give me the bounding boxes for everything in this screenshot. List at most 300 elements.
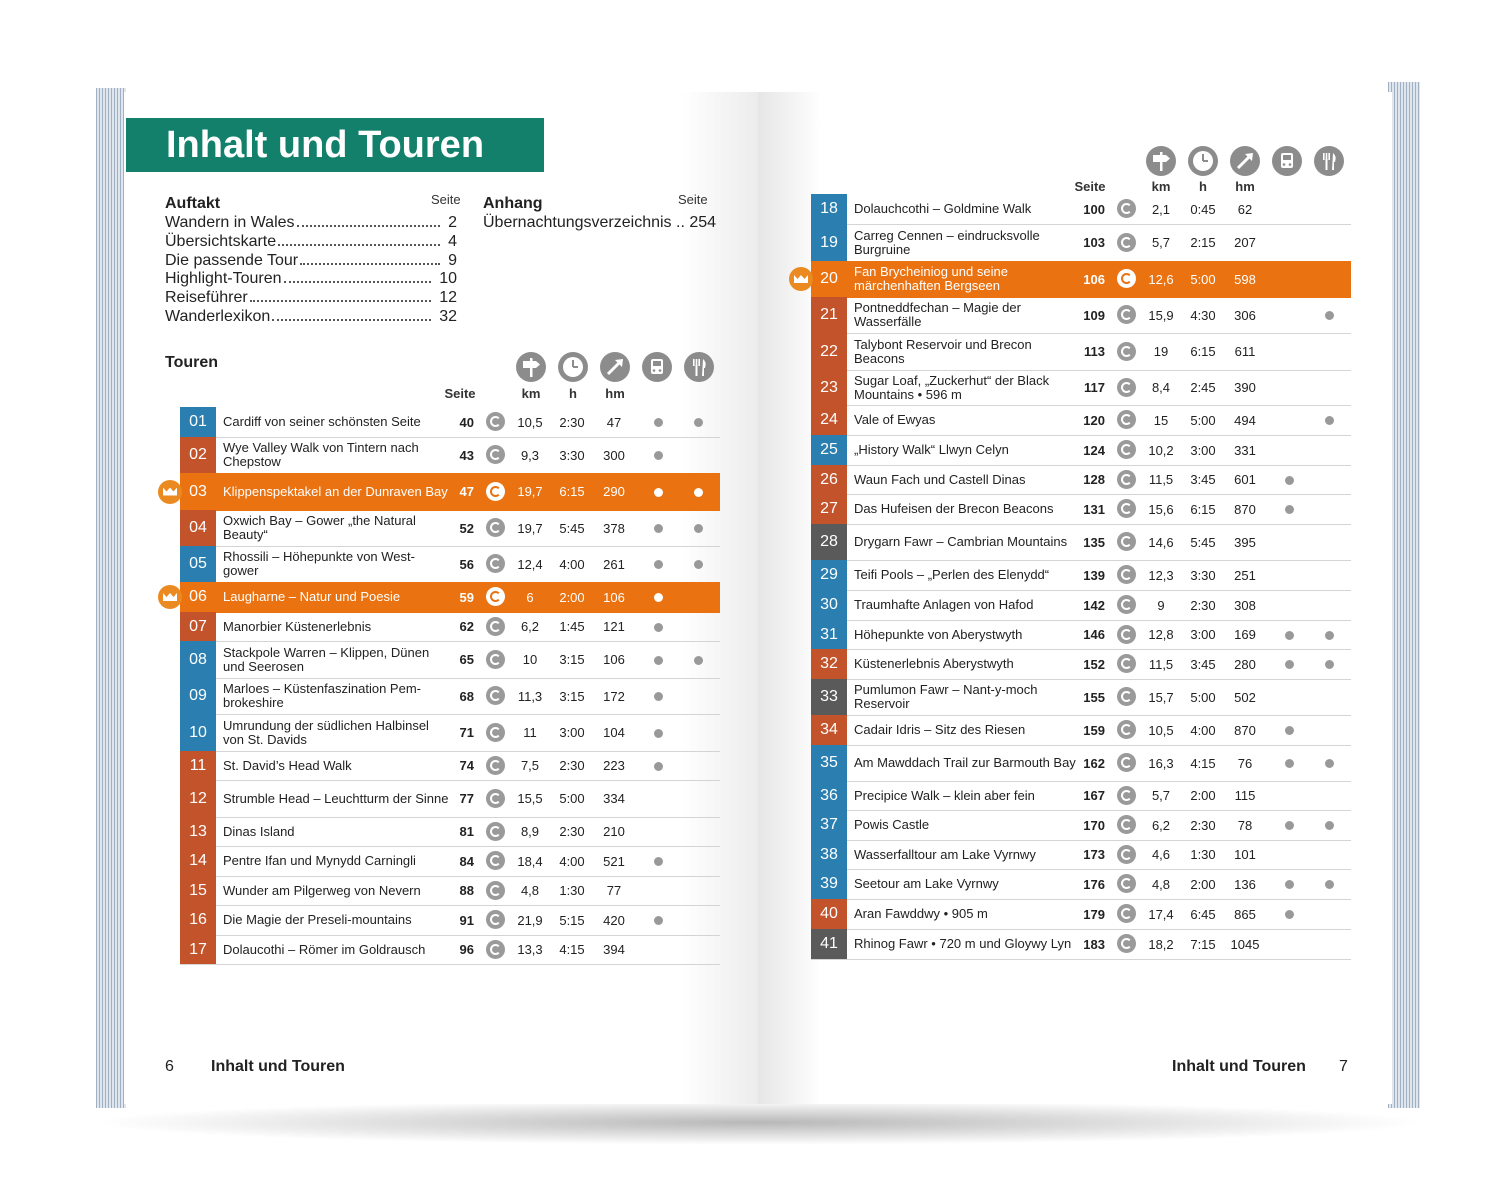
tour-row-37[interactable] — [811, 810, 1351, 841]
auftakt-item[interactable] — [165, 308, 457, 326]
bus-dot — [1285, 821, 1294, 830]
column-header-hm: hm — [1235, 179, 1255, 194]
tour-row-34[interactable] — [811, 715, 1351, 746]
food-dot — [694, 488, 703, 497]
circular-route-icon — [1117, 934, 1136, 953]
tour-row-05[interactable] — [180, 546, 720, 583]
tour-number: 33 — [811, 679, 847, 715]
tour-page: 162 — [1083, 755, 1105, 771]
tour-row-29[interactable] — [811, 560, 1351, 591]
auftakt-item-label: Reiseführer — [165, 289, 248, 307]
tour-hm: 1045 — [1230, 936, 1260, 952]
circular-route-icon — [1117, 874, 1136, 893]
tour-km: 19 — [1153, 344, 1169, 359]
tour-hm: 261 — [603, 556, 625, 572]
tour-number: 12 — [180, 780, 216, 817]
touren-heading: Touren — [165, 354, 219, 371]
tour-hm: 104 — [603, 725, 625, 740]
circular-route-icon — [1117, 687, 1136, 706]
food-dot — [1325, 416, 1334, 425]
tour-hm: 290 — [603, 484, 625, 499]
tour-name: Manorbier Küstenerlebnis — [223, 618, 372, 634]
tour-name: Pontneddfechan – Magie der Wasserfälle — [854, 300, 1021, 329]
auftakt-item-page: 10 — [439, 270, 457, 288]
tour-km: 8,4 — [1151, 380, 1171, 395]
tour-km: 15,9 — [1148, 307, 1174, 323]
tour-hm: 300 — [603, 447, 625, 463]
book-shadow — [88, 1100, 1428, 1145]
linear-route-icon — [1117, 753, 1136, 772]
bus-dot — [654, 762, 663, 771]
bus-dot — [654, 857, 663, 866]
tour-hm: 207 — [1234, 235, 1256, 250]
tour-hm: 390 — [1234, 380, 1256, 395]
tour-name: Das Hufeisen der Brecon Beacons — [854, 501, 1054, 516]
tour-hm: 169 — [1234, 627, 1256, 642]
tour-number: 11 — [180, 751, 216, 780]
tour-name: Aran Fawddwy • 905 m — [854, 906, 988, 921]
tour-number: 01 — [180, 407, 216, 437]
tour-name: Powis Castle — [854, 817, 930, 832]
tour-h: 3:45 — [1190, 656, 1216, 672]
tour-name: Höhepunkte von Aberystwyth — [854, 626, 1023, 642]
tour-row-04[interactable] — [180, 510, 720, 547]
tour-row-16[interactable] — [180, 905, 720, 936]
tour-h: 2:30 — [559, 758, 585, 773]
food-dot — [1325, 880, 1334, 889]
tour-km: 19,7 — [517, 520, 543, 536]
tour-number: 15 — [180, 876, 216, 905]
tour-row-06[interactable] — [180, 582, 720, 613]
tour-hm: 865 — [1234, 906, 1256, 922]
tour-number: 38 — [811, 840, 847, 869]
tour-km: 12,8 — [1148, 627, 1174, 642]
circular-route-icon — [486, 554, 505, 573]
tour-km: 4,8 — [1151, 876, 1171, 892]
tour-h: 2:15 — [1190, 235, 1216, 250]
tour-number: 29 — [811, 560, 847, 590]
tour-h: 3:30 — [1190, 567, 1216, 583]
tour-page: 176 — [1083, 876, 1105, 892]
tour-page: 74 — [459, 758, 474, 773]
tour-page: 131 — [1083, 501, 1105, 517]
circular-route-icon — [1117, 342, 1136, 361]
tour-name: Pumlumon Fawr – Nant-y-moch Reservoir — [854, 682, 1038, 711]
auftakt-item-page: 32 — [439, 308, 457, 325]
bus-dot — [654, 916, 663, 925]
tour-h: 5:00 — [1190, 412, 1216, 428]
tour-row-38[interactable] — [811, 840, 1351, 870]
tour-number: 31 — [811, 620, 847, 649]
circular-route-icon — [1117, 532, 1136, 551]
tour-number: 25 — [811, 435, 847, 465]
tour-h: 7:15 — [1190, 936, 1216, 952]
tour-number: 10 — [180, 714, 216, 751]
tour-name: Marloes – Küstenfaszination Pem-brokeshire — [223, 681, 421, 710]
tour-km: 21,9 — [517, 912, 543, 928]
right-page-number: 7 — [1339, 1058, 1348, 1075]
tour-page: 59 — [459, 589, 474, 605]
tour-number: 28 — [811, 524, 847, 560]
restaurant-icon — [684, 352, 714, 382]
tour-h: 5:00 — [559, 791, 585, 806]
tour-km: 10,5 — [1148, 722, 1174, 738]
tour-h: 4:00 — [559, 853, 585, 869]
tour-km: 18,2 — [1148, 936, 1174, 952]
tour-h: 1:30 — [559, 883, 585, 898]
tour-name: Stackpole Warren – Klippen, Dünen und Seerosen — [223, 644, 430, 674]
tour-hm: 47 — [606, 414, 622, 430]
tour-page: 128 — [1083, 472, 1105, 487]
tour-page: 120 — [1083, 412, 1105, 428]
tour-row-41[interactable] — [811, 929, 1351, 960]
tour-name: Laugharne – Natur und Poesie — [223, 589, 401, 604]
tour-h: 6:45 — [1190, 906, 1216, 922]
tour-hm: 77 — [606, 883, 622, 898]
circular-route-icon — [1117, 378, 1136, 397]
tour-name: Oxwich Bay – Gower „the Natural Beauty“ — [223, 513, 416, 542]
tour-row-25[interactable] — [811, 435, 1351, 466]
tour-name: Pentre Ifan und Mynydd Carningli — [223, 853, 416, 868]
auftakt-item-label: Wanderlexikon — [165, 308, 271, 325]
tour-row-27[interactable] — [811, 494, 1351, 525]
tour-hm: 78 — [1237, 817, 1253, 833]
circular-route-icon — [1117, 233, 1136, 252]
tour-km: 9 — [1157, 597, 1165, 613]
tour-row-15[interactable] — [180, 876, 720, 906]
tour-name: Talybont Reservoir und Brecon Beacons — [854, 336, 1032, 366]
auftakt-item[interactable] — [165, 289, 457, 307]
tour-hm: 420 — [603, 912, 625, 928]
circular-route-icon — [1117, 845, 1136, 864]
left-page-number: 6 — [165, 1058, 174, 1075]
leader-dots — [250, 300, 432, 302]
food-dot — [1325, 631, 1334, 640]
tour-name: St. David’s Head Walk — [223, 757, 352, 773]
tour-row-35[interactable] — [811, 745, 1351, 782]
tour-number: 35 — [811, 745, 847, 781]
left-page-edges — [96, 88, 126, 1108]
tour-number: 41 — [811, 929, 847, 959]
tour-row-20[interactable] — [811, 261, 1351, 298]
tour-page: 96 — [459, 942, 474, 957]
tour-page: 43 — [459, 447, 474, 463]
tour-number: 30 — [811, 590, 847, 620]
tour-h: 4:30 — [1190, 307, 1216, 323]
column-header-seite: Seite — [1074, 179, 1106, 194]
tour-h: 0:45 — [1190, 201, 1216, 217]
tour-row-12[interactable] — [180, 780, 720, 818]
tour-h: 3:45 — [1190, 472, 1216, 487]
tour-row-31[interactable] — [811, 620, 1351, 650]
tour-page: 106 — [1083, 271, 1105, 287]
tour-hm: 308 — [1234, 597, 1256, 613]
ascent-arrow-icon — [600, 352, 630, 382]
tour-h: 1:30 — [1190, 847, 1216, 862]
tour-name: Seetour am Lake Vyrnwy — [854, 876, 999, 891]
tour-km: 6,2 — [1151, 817, 1171, 833]
auftakt-heading: Auftakt — [165, 195, 221, 212]
circular-route-icon — [486, 881, 505, 900]
tour-name: Fan Brycheiniog und seine märchenhaften Bergseen — [854, 264, 1008, 293]
signpost-icon — [1146, 146, 1176, 176]
tour-row-40[interactable] — [811, 899, 1351, 930]
bus-icon — [642, 352, 672, 382]
tour-hm: 521 — [603, 853, 625, 869]
circular-route-icon — [1117, 440, 1136, 459]
bus-dot — [1285, 910, 1294, 919]
tour-row-01[interactable] — [180, 407, 720, 438]
auftakt-item[interactable] — [165, 252, 457, 270]
circular-route-icon — [1117, 565, 1136, 584]
tour-row-08[interactable] — [180, 641, 720, 679]
tour-number: 21 — [811, 297, 847, 333]
right-footer-title: Inhalt und Touren — [1172, 1058, 1306, 1075]
auftakt-item-label: Highlight-Touren — [165, 270, 282, 288]
circular-route-icon — [1117, 269, 1136, 288]
tour-hm: 136 — [1234, 876, 1256, 892]
linear-route-icon — [486, 910, 505, 929]
tour-name: Am Mawddach Trail zur Barmouth Bay — [854, 755, 1076, 770]
tour-km: 5,7 — [1151, 788, 1171, 803]
food-dot — [694, 560, 703, 569]
circular-route-icon — [486, 518, 505, 537]
tour-name: Carreg Cennen – eindrucksvolle Burgruine — [854, 227, 1040, 257]
tour-km: 8,9 — [520, 824, 540, 839]
tour-name: Strumble Head – Leuchtturm der Sinne — [223, 790, 449, 806]
tour-km: 15,7 — [1148, 689, 1174, 705]
tour-page: 179 — [1083, 906, 1105, 922]
tour-row-24[interactable] — [811, 405, 1351, 436]
tour-page: 113 — [1084, 344, 1105, 359]
tour-page: 84 — [459, 853, 474, 869]
tour-name: Vale of Ewyas — [854, 412, 936, 427]
tour-km: 7,5 — [520, 758, 540, 773]
tour-row-19[interactable] — [811, 224, 1351, 262]
tour-h: 2:00 — [1190, 876, 1216, 892]
tour-number: 27 — [811, 494, 847, 524]
tour-km: 14,6 — [1148, 534, 1174, 550]
tour-km: 15,5 — [517, 791, 543, 806]
tour-number: 04 — [180, 510, 216, 546]
tour-h: 3:00 — [559, 725, 585, 740]
tour-page: 167 — [1083, 788, 1105, 803]
ascent-arrow-icon — [1230, 146, 1260, 176]
tour-row-11[interactable] — [180, 751, 720, 781]
linear-route-icon — [1117, 904, 1136, 923]
tour-km: 12,3 — [1148, 567, 1174, 583]
tour-number: 37 — [811, 810, 847, 840]
tour-row-26[interactable] — [811, 465, 1351, 495]
tour-row-07[interactable] — [180, 612, 720, 642]
tour-page: 159 — [1083, 722, 1105, 738]
tour-row-13[interactable] — [180, 817, 720, 847]
circular-route-icon — [486, 650, 505, 669]
tour-hm: 870 — [1234, 501, 1256, 517]
highlight-crown-icon — [158, 480, 182, 504]
tour-number: 19 — [811, 224, 847, 261]
tour-km: 4,8 — [520, 883, 540, 898]
tour-row-03[interactable] — [180, 473, 720, 511]
tour-h: 3:15 — [559, 652, 585, 667]
tour-hm: 101 — [1234, 847, 1256, 862]
tour-h: 2:00 — [559, 589, 585, 605]
tour-name: Die Magie der Preseli-mountains — [223, 912, 412, 927]
tour-page: 40 — [459, 414, 474, 430]
tour-number: 17 — [180, 935, 216, 964]
auftakt-item-page: 12 — [439, 289, 457, 307]
tour-row-39[interactable] — [811, 869, 1351, 900]
linear-route-icon — [486, 445, 505, 464]
tour-h: 6:15 — [559, 484, 585, 499]
tour-name: Drygarn Fawr – Cambrian Mountains — [854, 534, 1068, 549]
circular-route-icon — [486, 756, 505, 775]
circular-route-icon — [1117, 720, 1136, 739]
auftakt-item[interactable] — [165, 214, 457, 232]
circular-route-icon — [1117, 654, 1136, 673]
title-banner — [126, 118, 544, 172]
circular-route-icon — [486, 587, 505, 606]
tour-page: 135 — [1083, 534, 1105, 550]
tour-page: 56 — [459, 556, 474, 572]
tour-h: 6:15 — [1190, 344, 1216, 359]
tour-km: 11 — [523, 725, 537, 740]
tour-h: 4:15 — [559, 942, 585, 957]
tour-km: 10,2 — [1148, 442, 1174, 458]
anhang-item-page: 254 — [689, 214, 717, 231]
circular-route-icon — [486, 617, 505, 636]
leader-dots — [284, 281, 432, 283]
circular-route-icon — [1117, 410, 1136, 429]
circular-route-icon — [1117, 305, 1136, 324]
tour-number: 13 — [180, 817, 216, 846]
tour-number: 26 — [811, 465, 847, 494]
leader-dots — [297, 225, 441, 227]
auftakt-item-label: Wandern in Wales — [165, 214, 295, 231]
tour-km: 2,1 — [1151, 201, 1171, 217]
tour-row-36[interactable] — [811, 781, 1351, 811]
tour-page: 117 — [1084, 380, 1105, 395]
tour-page: 47 — [459, 484, 474, 499]
tour-h: 2:00 — [1190, 788, 1216, 803]
tour-row-09[interactable] — [180, 678, 720, 715]
tour-hm: 62 — [1237, 201, 1253, 217]
tour-km: 13,3 — [517, 942, 543, 957]
tour-h: 4:15 — [1190, 755, 1216, 771]
tour-row-23[interactable] — [811, 370, 1351, 406]
food-dot — [1325, 821, 1334, 830]
tour-row-18[interactable] — [811, 194, 1351, 225]
tour-row-22[interactable] — [811, 333, 1351, 371]
tour-name: Precipice Walk – klein aber fein — [854, 787, 1035, 803]
highlight-crown-icon — [158, 585, 182, 609]
tour-name: Wye Valley Walk von Tintern nach Chepstow — [223, 440, 419, 469]
bus-dot — [1285, 505, 1294, 514]
tour-hm: 121 — [603, 619, 625, 634]
tour-hm: 494 — [1234, 412, 1256, 428]
circular-route-icon — [1117, 625, 1136, 644]
tour-row-10[interactable] — [180, 714, 720, 752]
tour-row-21[interactable] — [811, 297, 1351, 334]
tour-hm: 251 — [1234, 567, 1256, 583]
tour-row-17[interactable] — [180, 935, 720, 965]
tour-km: 6 — [526, 589, 534, 605]
tour-km: 19,7 — [517, 484, 543, 499]
tour-name: Rhossili – Höhepunkte von West-gower — [223, 549, 415, 578]
anhang-seite-label: Seite — [678, 192, 708, 207]
tour-h: 6:15 — [1190, 501, 1216, 517]
tour-row-33[interactable] — [811, 679, 1351, 716]
tour-hm: 223 — [603, 758, 625, 773]
tour-h: 3:30 — [559, 447, 585, 463]
bus-dot — [654, 524, 663, 533]
auftakt-item-page: 9 — [448, 251, 457, 269]
tour-hm: 76 — [1237, 755, 1253, 771]
circular-route-icon — [486, 822, 505, 841]
circular-route-icon — [486, 686, 505, 705]
tour-row-28[interactable] — [811, 524, 1351, 561]
tour-number: 09 — [180, 678, 216, 714]
tour-number: 07 — [180, 612, 216, 641]
tour-hm: 115 — [1234, 788, 1256, 803]
food-dot — [694, 418, 703, 427]
tour-hm: 172 — [603, 688, 625, 704]
tour-page: 155 — [1083, 689, 1105, 705]
column-header-km: km — [521, 386, 541, 401]
bus-dot — [654, 656, 663, 665]
tour-km: 16,3 — [1148, 755, 1174, 771]
auftakt-item-page: 4 — [448, 232, 457, 250]
tour-row-02[interactable] — [180, 437, 720, 474]
tour-h: 3:00 — [1190, 627, 1216, 642]
tour-row-30[interactable] — [811, 590, 1351, 621]
right-page-edges — [1388, 82, 1420, 1108]
tour-h: 5:45 — [559, 520, 585, 536]
tour-km: 6,2 — [520, 619, 540, 634]
auftakt-item-label: Übersichtskarte — [165, 232, 277, 250]
tour-km: 4,6 — [1151, 847, 1171, 862]
bus-dot — [654, 729, 663, 738]
bus-dot — [654, 623, 663, 632]
tour-name: Traumhafte Anlagen von Hafod — [854, 597, 1034, 612]
tour-h: 5:15 — [559, 912, 585, 928]
food-dot — [1325, 660, 1334, 669]
tour-hm: 502 — [1234, 689, 1256, 705]
tour-row-14[interactable] — [180, 846, 720, 877]
bus-dot — [654, 560, 663, 569]
highlight-crown-icon — [789, 267, 813, 291]
bus-dot — [1285, 476, 1294, 485]
tour-hm: 601 — [1234, 472, 1256, 487]
tour-row-32[interactable] — [811, 649, 1351, 680]
tour-name: Umrundung der südlichen Halbinsel von St. Davids — [223, 717, 429, 747]
tour-name: Dolaucothi – Römer im Goldrausch — [223, 941, 426, 957]
bus-dot — [654, 488, 663, 497]
tour-h: 4:00 — [559, 556, 585, 572]
auftakt-item[interactable] — [165, 233, 457, 251]
circular-route-icon — [1117, 815, 1136, 834]
food-dot — [1325, 311, 1334, 320]
restaurant-icon — [1314, 146, 1344, 176]
tour-hm: 378 — [603, 520, 625, 536]
auftakt-item-label: Die passende Tour — [165, 251, 299, 269]
circular-route-icon — [1117, 786, 1136, 805]
anhang-item[interactable] — [483, 214, 716, 232]
tour-number: 23 — [811, 370, 847, 405]
tour-name: Dinas Island — [223, 823, 295, 839]
auftakt-item[interactable] — [165, 270, 457, 288]
tour-km: 15 — [1153, 412, 1169, 428]
